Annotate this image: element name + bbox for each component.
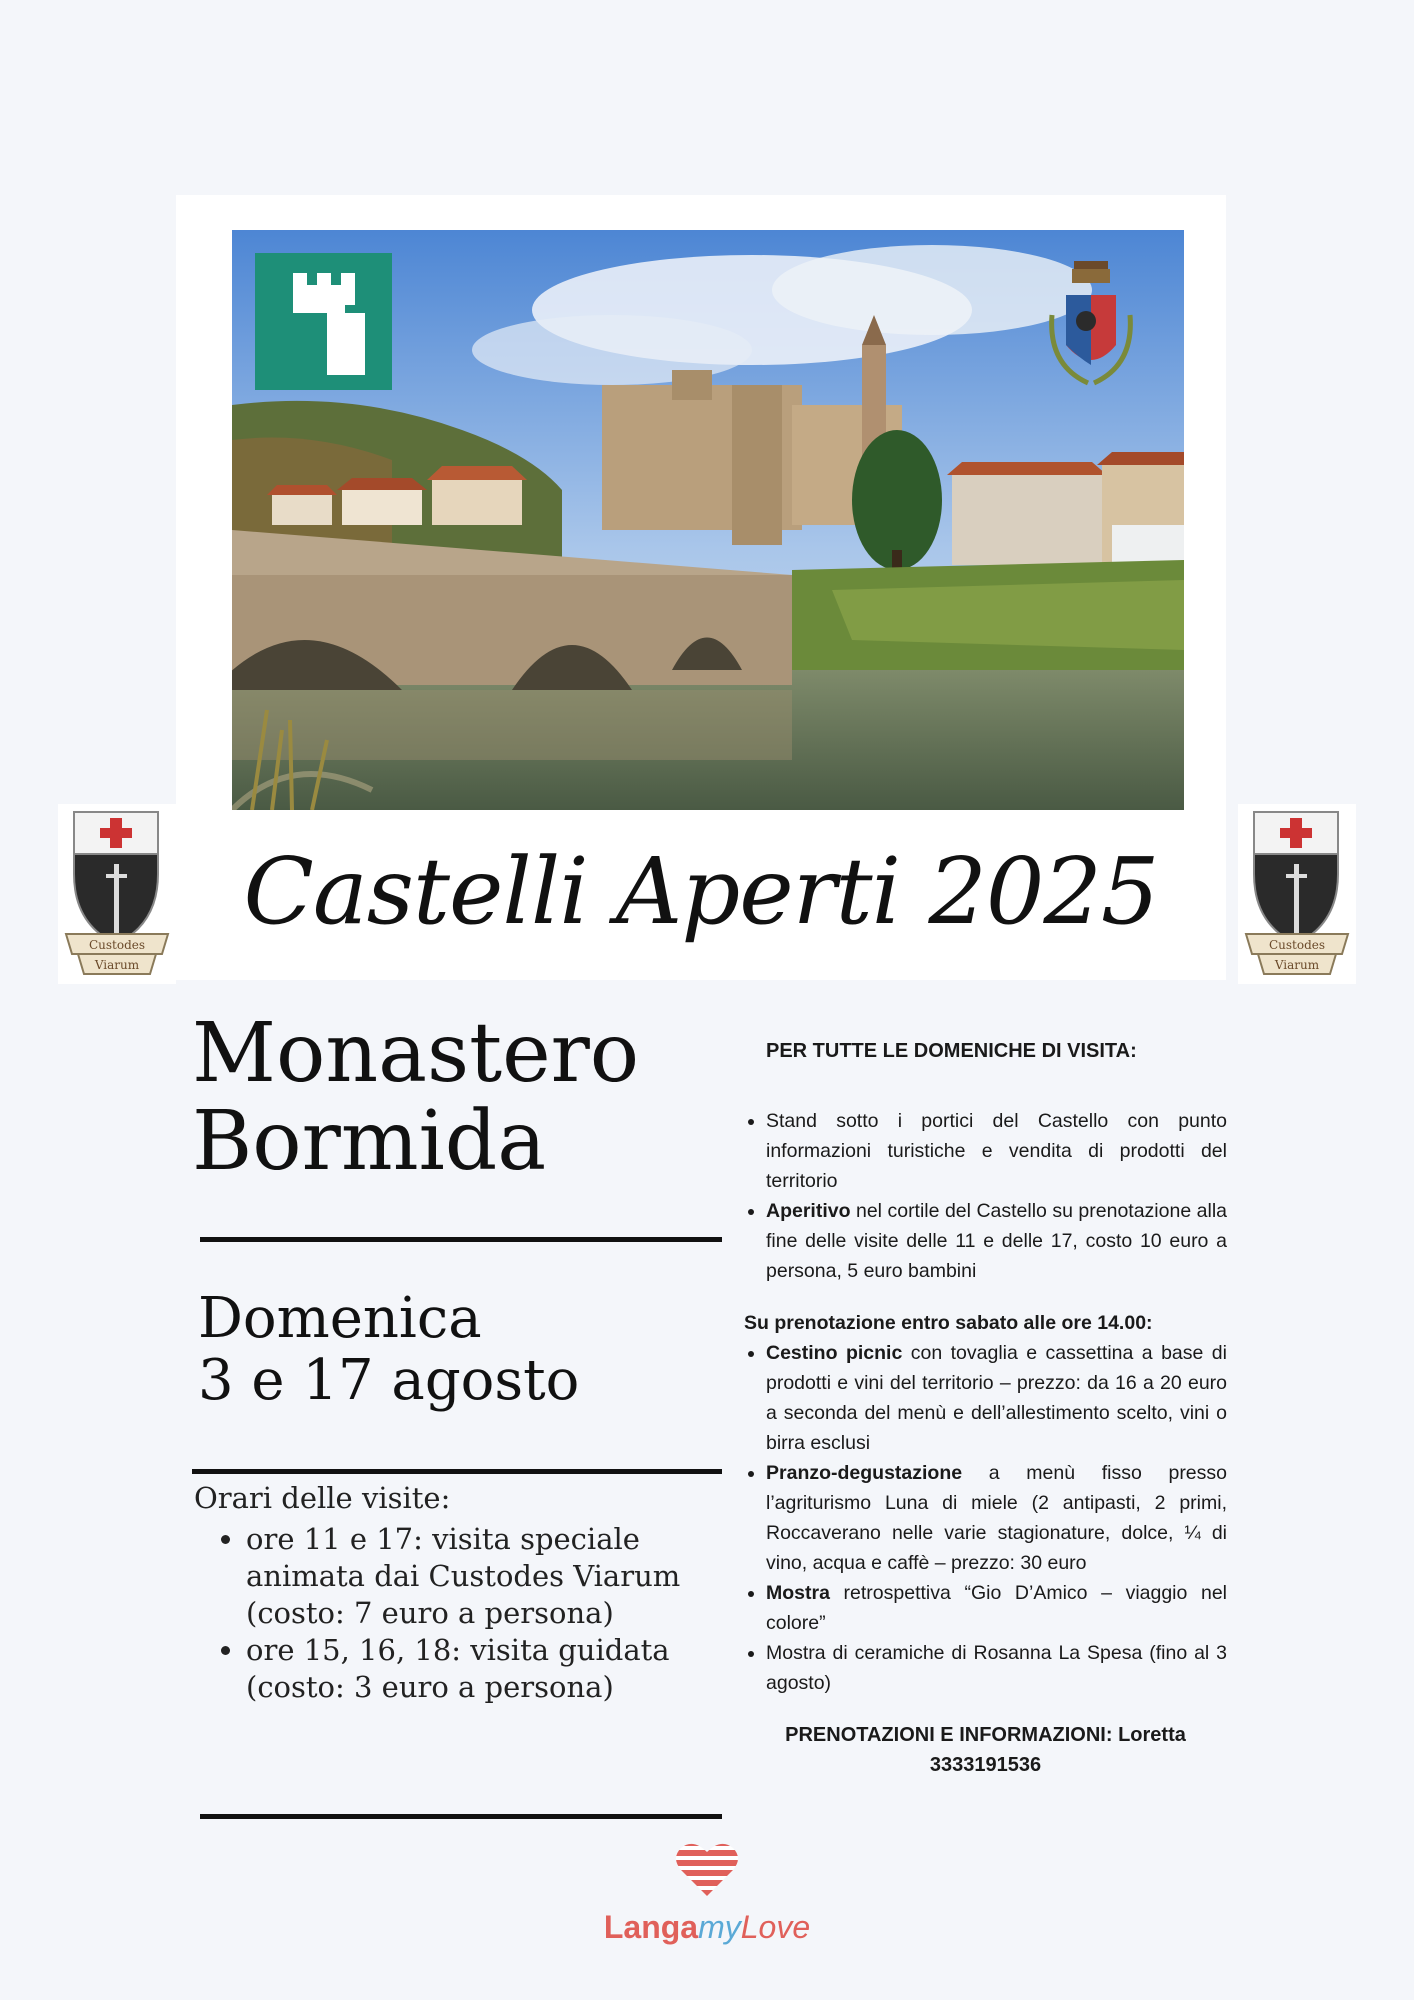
list-item xyxy=(766,1338,1227,1458)
list-item-text: Mostra di ceramiche di Rosanna La Spesa (fino al 3 agosto) xyxy=(766,1642,1227,1694)
visit-hours xyxy=(194,1480,724,1706)
divider-1 xyxy=(200,1237,722,1242)
list-item xyxy=(766,1638,1227,1698)
brand-name xyxy=(600,1909,814,1946)
hours-item: • ore 11 e 17: visita speciale animata dai Custodes Viarum (costo: 7 euro a persona) xyxy=(246,1521,724,1632)
templar-badge-left xyxy=(58,804,176,984)
badge-banner-line2: Viarum xyxy=(94,958,140,972)
right-column xyxy=(744,1036,1227,1780)
contact-line1: PRENOTAZIONI E INFORMAZIONI: Loretta xyxy=(785,1724,1186,1746)
list-item-bold: Pranzo-degustazione xyxy=(766,1462,963,1484)
town-name-line1: Monastero xyxy=(192,1006,640,1101)
brand-part3: Love xyxy=(740,1909,811,1945)
list-item-bold: Aperitivo xyxy=(766,1200,851,1222)
list-item-bold: Cestino picnic xyxy=(766,1342,903,1364)
town-name xyxy=(192,1006,752,1189)
contact-phone: 3333191536 xyxy=(929,1754,1042,1776)
divider-2 xyxy=(192,1469,722,1474)
divider-3 xyxy=(200,1814,722,1819)
hours-item: • ore 15, 16, 18: visita guidata (costo: 3 euro a persona) xyxy=(246,1632,724,1706)
list-item-text: retrospettiva “Gio D’Amico – viaggio nel colore” xyxy=(766,1582,1227,1634)
list-item xyxy=(766,1578,1227,1638)
booking-subheading: Su prenotazione entro sabato alle ore 14.00: xyxy=(744,1312,1153,1334)
list-item-text: nel cortile del Castello su prenotazione alla fine delle visite delle 11 e delle 17, costo 10 euro a persona, 5 euro bambini xyxy=(766,1200,1227,1282)
brand-logo xyxy=(600,1840,814,1946)
town-name-line2: Bormida xyxy=(192,1094,547,1189)
coat-of-arms-icon xyxy=(1038,255,1144,405)
list-item xyxy=(766,1106,1227,1196)
list-item-text: a menù fisso presso l’agriturismo Luna di miele (2 antipasti, 2 primi, Roccaverano nelle varie stagionature, dolce, ¼ di vino, acqua e caffè – prezzo: 30 euro xyxy=(766,1462,1227,1574)
hours-heading: Orari delle visite: xyxy=(194,1481,451,1515)
list-item-text: con tovaglia e cassettina a base di prodotti e vini del territorio – prezzo: da 16 a 20 euro a seconda del menù e dell’allestimento scelto, vini o birra esclusi xyxy=(766,1342,1227,1454)
contact-info xyxy=(744,1720,1227,1780)
sundays-heading: PER TUTTE LE DOMENICHE DI VISITA: xyxy=(766,1040,1137,1062)
badge-banner-line1: Custodes xyxy=(1268,938,1326,952)
brand-part1: Langa xyxy=(603,1909,699,1945)
templar-badge-right xyxy=(1238,804,1356,984)
brand-part2: my xyxy=(698,1909,741,1945)
list-item-bold: Mostra xyxy=(766,1582,830,1604)
event-date xyxy=(198,1288,718,1412)
date-line2: 3 e 17 agosto xyxy=(198,1348,580,1413)
badge-banner-line2: Viarum xyxy=(1274,958,1320,972)
castle-tower-icon xyxy=(255,253,392,390)
list-item xyxy=(766,1458,1227,1578)
heart-logo-icon xyxy=(675,1840,739,1898)
list-item xyxy=(766,1196,1227,1286)
badge-banner-line1: Custodes xyxy=(88,938,146,952)
date-line1: Domenica xyxy=(198,1286,482,1351)
list-item-text: Stand sotto i portici del Castello con punto informazioni turistiche e vendita di prodotti del territorio xyxy=(766,1110,1227,1192)
event-title: Castelli Aperti 2025 xyxy=(243,838,1159,945)
